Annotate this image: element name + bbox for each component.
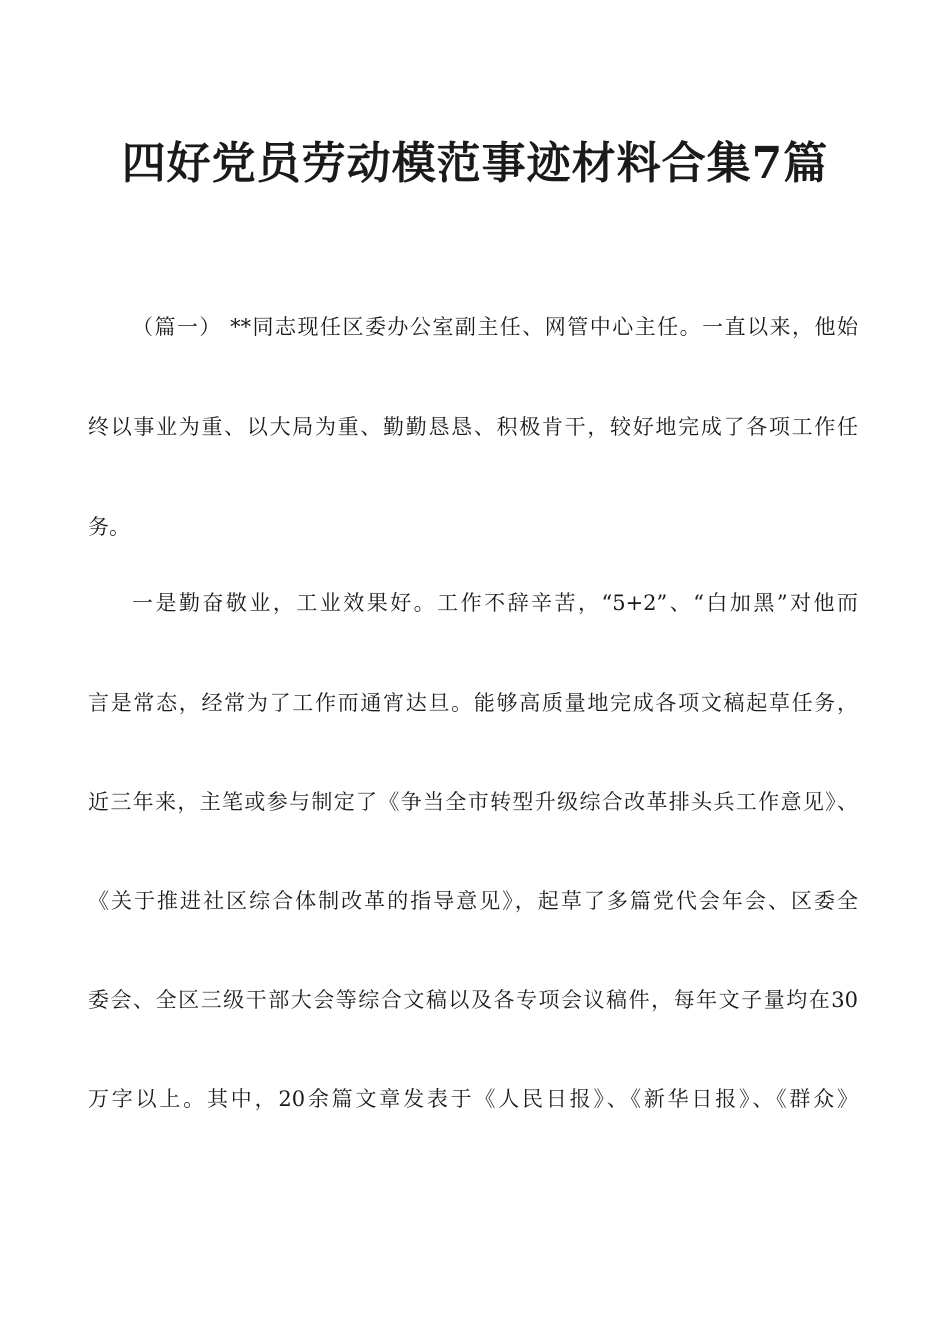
paragraph-line-5: 言是常态，经常为了工作而通宵达旦。能够高质量地完成各项文稿起草任务， (88, 691, 858, 715)
paragraph-line-8: 委会、全区三级干部大会等综合文稿以及各专项会议稿件，每年文子量均在30 (88, 988, 858, 1012)
document-title: 四好党员劳动模范事迹材料合集7篇 (121, 138, 829, 189)
paragraph-line-4: 一是勤奋敬业，工业效果好。工作不辞辛苦，“5+2”、“白加黑”对他而 (132, 591, 858, 615)
paragraph-line-6: 近三年来，主笔或参与制定了《争当全市转型升级综合改革排头兵工作意见》、 (88, 790, 858, 814)
paragraph-line-3: 务。 (88, 515, 130, 539)
paragraph-line-7: 《关于推进社区综合体制改革的指导意见》，起草了多篇党代会年会、区委全 (88, 889, 858, 913)
paragraph-line-1: （篇一） **同志现任区委办公室副主任、网管中心主任。一直以来，他始 (132, 315, 858, 339)
paragraph-line-2: 终以事业为重、以大局为重、勤勤恳恳、积极肯干，较好地完成了各项工作任 (88, 415, 858, 439)
paragraph-line-9: 万字以上。其中，20余篇文章发表于《人民日报》、《新华日报》、《群众》 (88, 1087, 858, 1111)
